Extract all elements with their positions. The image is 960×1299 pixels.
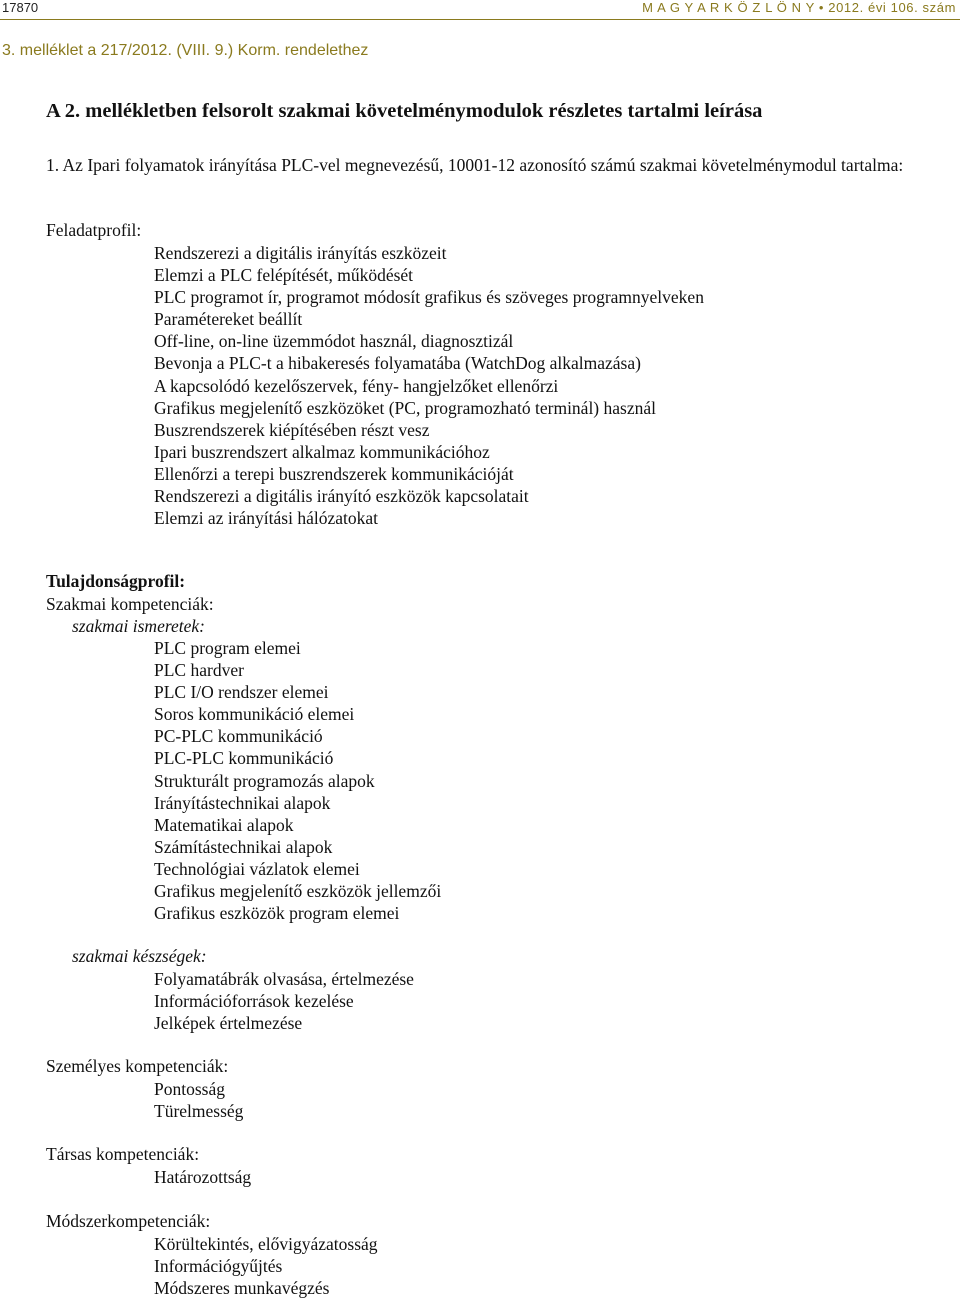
feladat-item: Rendszerezi a digitális irányító eszközök kapcsolatait: [154, 486, 529, 507]
ismeret-item: PLC-PLC kommunikáció: [154, 748, 334, 769]
ismeret-item: PC-PLC kommunikáció: [154, 726, 323, 747]
feladat-item: Off-line, on-line üzemmódot használ, diagnosztizál: [154, 331, 514, 352]
ismeret-item: PLC I/O rendszer elemei: [154, 682, 329, 703]
keszseg-item: Jelképek értelmezése: [154, 1013, 303, 1034]
keszseg-item: Folyamatábrák olvasása, értelmezése: [154, 969, 414, 989]
szemelyes-kompetenciak-list: [154, 1078, 243, 1122]
modszerkompetenciak-label: Módszerkompetenciák:: [46, 1211, 211, 1231]
feladatprofil-label: Feladatprofil:: [46, 220, 142, 240]
feladat-item: Elemzi a PLC felépítését, működését: [154, 265, 414, 286]
tarsas-item: Határozottság: [154, 1167, 252, 1187]
header-divider: [0, 19, 960, 20]
page-header: [0, 0, 960, 22]
modszer-item: Körültekintés, elővigyázatosság: [154, 1234, 378, 1254]
ismeret-item: Strukturált programozás alapok: [154, 770, 375, 791]
keszseg-item: Információforrások kezelése: [154, 991, 354, 1012]
ismeret-item: Soros kommunikáció elemei: [154, 704, 355, 725]
tarsas-kompetenciak-list: [154, 1166, 251, 1188]
tulajdonsagprofil-label: Tulajdonságprofil:: [46, 571, 186, 591]
szemelyes-kompetenciak-label: Személyes kompetenciák:: [46, 1056, 229, 1076]
main-title: A 2. mellékletben felsorolt szakmai követelménymodulok részletes tartalmi leírása: [46, 100, 763, 122]
ismeret-item: Matematikai alapok: [154, 814, 294, 835]
modszer-item: Módszeres munkavégzés: [154, 1278, 330, 1299]
tarsas-kompetenciak-label: Társas kompetenciák:: [46, 1144, 200, 1164]
szakmai-ismeretek-label: szakmai ismeretek:: [72, 616, 205, 636]
ismeret-item: PLC program elemei: [154, 638, 301, 658]
journal-title: M A G Y A R K Ö Z L Ö N Y • 2012. évi 106. szám: [642, 0, 956, 15]
section-heading: 1. Az Ipari folyamatok irányítása PLC-vel megnevezésű, 10001-12 azonosító számú szakmai követelménymodul tartalma:: [46, 155, 904, 175]
feladat-item: Buszrendszerek kiépítésében részt vesz: [154, 419, 430, 440]
szakmai-kompetenciak-label: Szakmai kompetenciák:: [46, 594, 214, 614]
feladatprofil-list: [154, 242, 704, 529]
feladat-item: Paramétereket beállít: [154, 309, 303, 330]
szakmai-keszsegek-label: szakmai készségek:: [72, 946, 207, 966]
feladat-item: PLC programot ír, programot módosít grafikus és szöveges programnyelveken: [154, 287, 704, 308]
ismeret-item: Grafikus eszközök program elemei: [154, 903, 400, 924]
feladat-item: A kapcsolódó kezelőszervek, fény- hangjelzőket ellenőrzi: [154, 375, 559, 396]
modszerkompetenciak-list: [154, 1233, 378, 1299]
annex-reference: 3. melléklet a 217/2012. (VIII. 9.) Korm. rendelethez: [2, 42, 369, 59]
feladat-item: Bevonja a PLC-t a hibakeresés folyamatába (WatchDog alkalmazása): [154, 353, 641, 374]
modszer-item: Információgyűjtés: [154, 1256, 283, 1277]
ismeret-item: Grafikus megjelenítő eszközök jellemzői: [154, 881, 442, 902]
ismeret-item: Irányítástechnikai alapok: [154, 792, 331, 813]
ismeret-item: PLC hardver: [154, 660, 244, 681]
feladat-item: Ipari buszrendszert alkalmaz kommunikációhoz: [154, 441, 490, 462]
feladat-item: Grafikus megjelenítő eszközöket (PC, programozható terminál) használ: [154, 397, 656, 418]
ismeret-item: Technológiai vázlatok elemei: [154, 858, 360, 879]
szakmai-ismeretek-list: [154, 637, 441, 924]
feladat-item: Ellenőrzi a terepi buszrendszerek kommunikációját: [154, 463, 514, 484]
ismeret-item: Számítástechnikai alapok: [154, 836, 333, 857]
feladat-item: Elemzi az irányítási hálózatokat: [154, 508, 378, 529]
szemelyes-item: Türelmesség: [154, 1101, 244, 1122]
szemelyes-item: Pontosság: [154, 1079, 225, 1099]
szakmai-keszsegek-list: [154, 968, 414, 1034]
page-number: 17870: [2, 0, 39, 15]
feladat-item: Rendszerezi a digitális irányítás eszközeit: [154, 243, 447, 263]
